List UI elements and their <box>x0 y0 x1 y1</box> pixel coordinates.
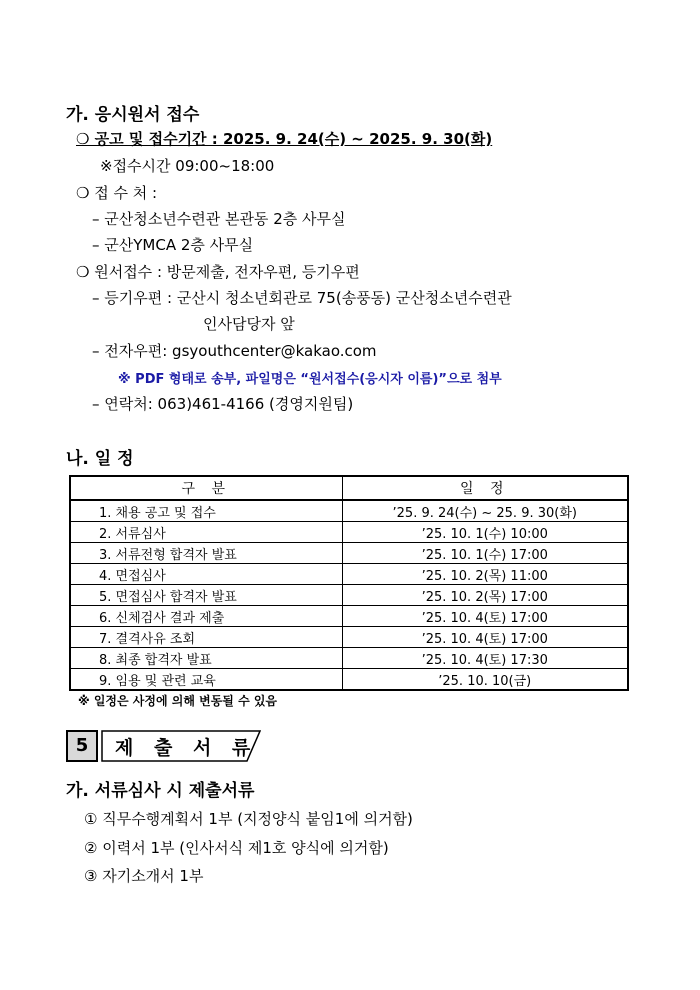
header-category: 구 분 <box>70 476 342 500</box>
application-hours: ※접수시간 09:00~18:00 <box>100 157 275 175</box>
document-item-1: ① 직무수행계획서 1부 (지정양식 붙임1에 의거함) <box>84 810 413 828</box>
section-title-box <box>101 730 261 762</box>
application-place-1: – 군산청소년수련관 본관동 2층 사무실 <box>92 210 346 228</box>
row-date: ’25. 10. 4(토) 17:30 <box>342 648 628 669</box>
row-date: ’25. 10. 2(목) 17:00 <box>342 585 628 606</box>
schedule-table <box>69 475 629 691</box>
contact-info: – 연락처: 063)461-4166 (경영지원팀) <box>92 395 354 413</box>
table-row <box>70 627 628 648</box>
table-row <box>70 669 628 691</box>
table-row <box>70 564 628 585</box>
document-item-3: ③ 자기소개서 1부 <box>84 867 204 885</box>
application-place-2: – 군산YMCA 2층 사무실 <box>92 236 254 254</box>
application-place-label: ❍ 접 수 처 : <box>76 184 158 202</box>
table-row <box>70 500 628 522</box>
row-item: 9. 임용 및 관련 교육 <box>70 669 342 691</box>
row-item: 2. 서류심사 <box>70 522 342 543</box>
row-date: ’25. 10. 10(금) <box>342 669 628 691</box>
table-row <box>70 522 628 543</box>
row-item: 5. 면접심사 합격자 발표 <box>70 585 342 606</box>
section-number-badge: 5 <box>66 730 98 762</box>
table-row <box>70 543 628 564</box>
table-header-row <box>70 476 628 500</box>
row-date: ’25. 10. 2(목) 11:00 <box>342 564 628 585</box>
email-address[interactable]: – 전자우편: gsyouthcenter@kakao.com <box>92 342 377 360</box>
application-period: ❍ 공고 및 접수기간 : 2025. 9. 24(수) ~ 2025. 9. 30(화) <box>76 130 493 148</box>
row-item: 8. 최종 합격자 발표 <box>70 648 342 669</box>
row-date: ’25. 10. 4(토) 17:00 <box>342 627 628 648</box>
row-date: ’25. 10. 1(수) 10:00 <box>342 522 628 543</box>
table-row <box>70 648 628 669</box>
row-date: ’25. 10. 4(토) 17:00 <box>342 606 628 627</box>
row-item: 1. 채용 공고 및 접수 <box>70 500 342 522</box>
document-item-2: ② 이력서 1부 (인사서식 제1호 양식에 의거함) <box>84 839 389 857</box>
registered-mail-recipient: 인사담당자 앞 <box>203 315 295 333</box>
section-na-title: 나. 일 정 <box>66 449 134 469</box>
section-title: 제 출 서 류 <box>115 737 258 759</box>
email-note: ※ PDF 형태로 송부, 파일명은 “원서접수(응시자 이름)”으로 첨부 <box>118 372 502 387</box>
registered-mail-address: – 등기우편 : 군산시 청소년회관로 75(송풍동) 군산청소년수련관 <box>92 289 512 307</box>
schedule-note: ※ 일정은 사정에 의해 변동될 수 있음 <box>78 694 278 708</box>
table-row <box>70 585 628 606</box>
row-date: ’25. 9. 24(수) ~ 25. 9. 30(화) <box>342 500 628 522</box>
row-item: 6. 신체검사 결과 제출 <box>70 606 342 627</box>
section-ga-title: 가. 응시원서 접수 <box>66 105 200 125</box>
documents-subtitle: 가. 서류심사 시 제출서류 <box>66 781 255 801</box>
row-item: 7. 결격사유 조회 <box>70 627 342 648</box>
header-schedule: 일 정 <box>342 476 628 500</box>
row-item: 3. 서류전형 합격자 발표 <box>70 543 342 564</box>
table-row <box>70 606 628 627</box>
application-method: ❍ 원서접수 : 방문제출, 전자우편, 등기우편 <box>76 263 360 281</box>
row-item: 4. 면접심사 <box>70 564 342 585</box>
row-date: ’25. 10. 1(수) 17:00 <box>342 543 628 564</box>
